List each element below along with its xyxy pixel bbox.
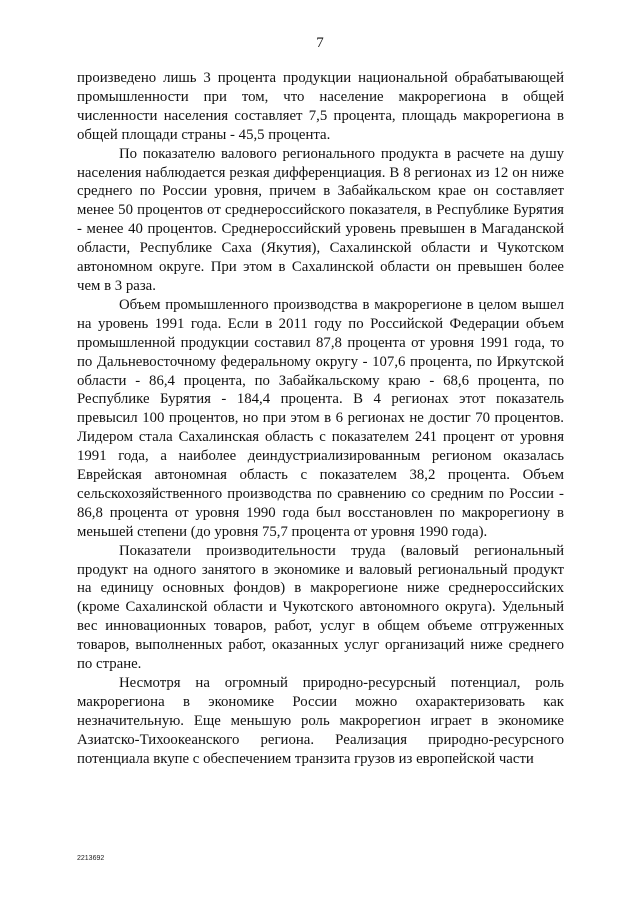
body-text: [77, 69, 564, 769]
paragraph-grp-per-capita: По показателю валового регионального продукта в расчете на душу населения наблюдается резкая дифференциация. В 8 регионах из 12 он ниже среднего по России уровня, причем в Забайкальском крае он составляет менее 50 процентов от среднероссийского показателя, в Республике Бурятия - менее 40 процентов. Среднероссийский уровень превышен в Магаданской области, Республике Саха (Якутия), Сахалинской области и Чукотском автономном округе. При этом в Сахалинской области он превышен более чем в 3 раза.: [77, 145, 564, 294]
paragraph-economic-role: Несмотря на огромный природно-ресурсный потенциал, роль макрорегиона в экономике России можно охарактеризовать как незначительную. Еще меньшую роль макрорегион играет в экономике Азиатско-Тихоокеанского региона. Реализация природно-ресурсного потенциала вкупе с обеспечением транзита грузов из европейской части: [77, 675, 564, 767]
paragraph-industrial-production: Объем промышленного производства в макрорегионе в целом вышел на уровень 1991 года. Если в 2011 году по Российской Федерации объем промышленной продукции составил 87,8 процента от уровня 1991 года, то по Дальневосточному федеральному округу - 107,6 процента, по Иркутской области - 86,4 процента, по Забайкальскому краю - 68,6 процента, по Республике Бурятия - 184,4 процента. В 4 регионах этот показатель превысил 100 процентов, но при этом в 6 регионах не достиг 70 процентов. Лидером стала Сахалинская область с показателем 241 процент от уровня 1991 года, а наиболее деиндустриализированным регионом оказалась Еврейская автономная область с показателем 38,2 процента. Объем сельскохозяйственного производства по сравнению со средним по России - 86,8 процента от уровня 1990 года был восстановлен по макрорегиону в меньшей степени (до уровня 75,7 процента от уровня 1990 года).: [77, 296, 564, 540]
page-number: 7: [316, 35, 324, 51]
document-id: 2213692: [77, 855, 105, 862]
paragraph-continuation: произведено лишь 3 процента продукции национальной обрабатывающей промышленности при том, что население макрорегиона в общей численности населения составляет 7,5 процента, площадь макрорегиона в общей площади страны - 45,5 процента.: [77, 70, 564, 143]
paragraph-labor-productivity: Показатели производительности труда (валовый региональный продукт на одного занятого в экономике и валовый региональный продукт на единицу основных фондов) в макрорегионе ниже среднероссийских (кроме Сахалинской области и Чукотского автономного округа). Удельный вес инновационных товаров, работ, услуг в общем объеме отгруженных товаров, выполненных работ, оказанных услуг организаций ниже среднего по стране.: [77, 542, 564, 673]
